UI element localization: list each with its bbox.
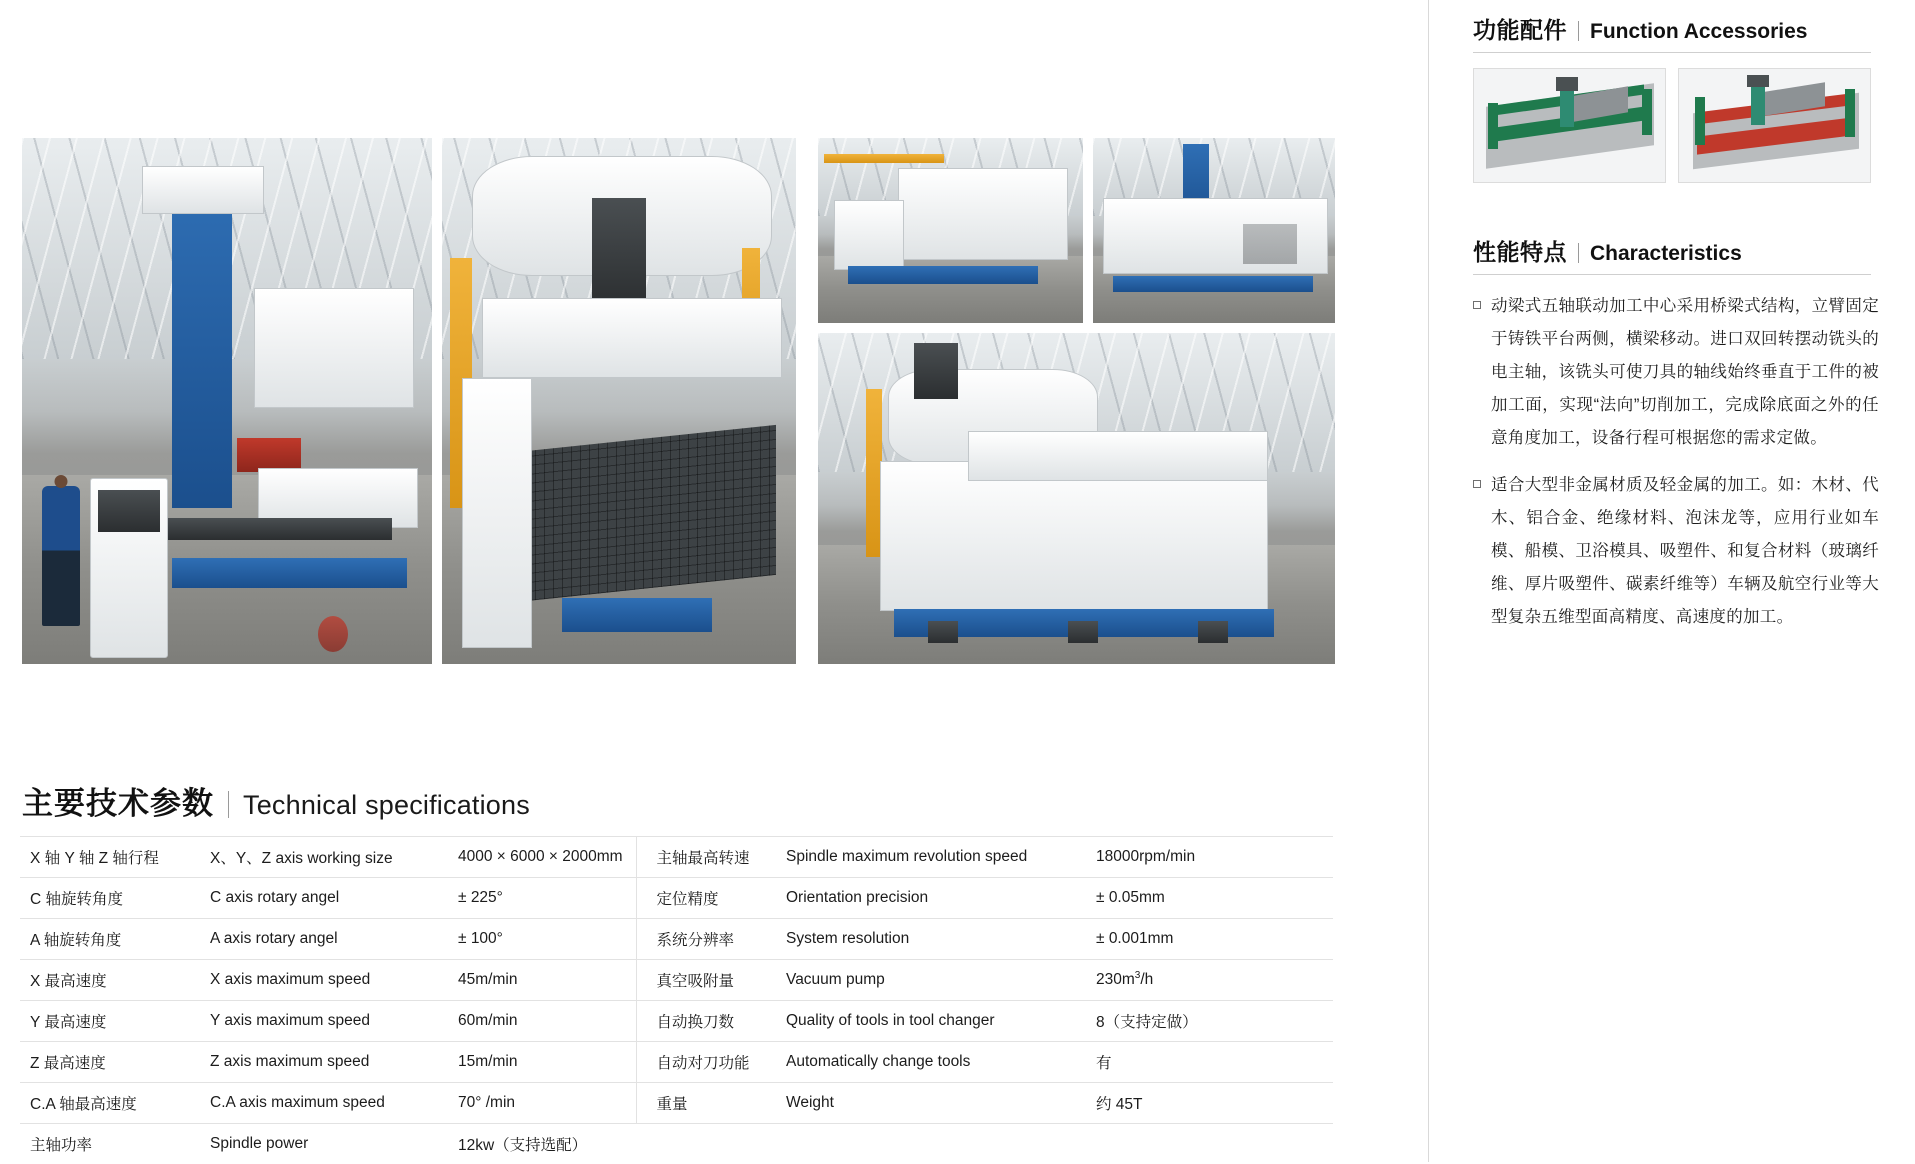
spec-label-cn-2: 真空吸附量: [636, 960, 776, 1001]
spec-label-en: A axis rotary angel: [200, 919, 448, 960]
photo-gantry-machine-operator: [22, 138, 432, 664]
right-sidebar-column: [1429, 0, 1915, 1162]
control-screen: [98, 490, 160, 532]
spec-value: 45m/min: [448, 960, 636, 1001]
machine-side-panel: [254, 288, 414, 408]
spec-value: ± 225°: [448, 878, 636, 919]
heading-underline: [1473, 52, 1871, 53]
spec-label-cn-2: 定位精度: [636, 878, 776, 919]
spindle-head: [592, 198, 646, 308]
heading-underline: [1473, 274, 1871, 275]
cabin-window: [1243, 224, 1297, 264]
machine-foot-2: [1068, 621, 1098, 643]
characteristic-text: 适合大型非金属材质及轻金属的加工。如：木材、代木、铝合金、绝缘材料、泡沫龙等，应用行业如车模、船模、卫浴模具、吸塑件、和复合材料（玻璃纤维、厚片吸塑件、碳素纤维等）车辆及航空行业等大型复杂五维型面高精度、高速度的加工。: [1491, 476, 1879, 626]
function-accessories-heading: [1473, 12, 1807, 45]
spec-value-2: 8（支持定做）: [1086, 1001, 1333, 1042]
machine-frame-base: [848, 266, 1038, 284]
cad-green-post-right: [1642, 89, 1652, 135]
spindle-head-5: [914, 343, 958, 399]
table-row: [20, 919, 1333, 960]
machine-cover: [482, 298, 782, 378]
cad-green-post-right-2: [1845, 89, 1855, 137]
table-row: [20, 960, 1333, 1001]
characteristic-text: 动梁式五轴联动加工中心采用桥梁式结构，立臂固定于铸铁平台两侧，横梁移动。进口双回转摆动铣头的电主轴，该铣头可使刀具的轴线始终垂直于工件的被加工面，实现“法向”切削加工，完成除底面之外的任意角度加工，设备行程可根据您的需求定做。: [1491, 297, 1879, 447]
spec-label-cn: 主轴功率: [20, 1124, 200, 1164]
spec-label-cn: X 轴 Y 轴 Z 轴行程: [20, 837, 200, 878]
spec-label-en-2: Quality of tools in tool changer: [776, 1001, 1086, 1042]
photo-machine-bed-worktable: [442, 138, 796, 664]
square-bullet-icon: [1473, 480, 1481, 488]
characteristics-heading: [1473, 234, 1742, 267]
square-bullet-icon: [1473, 301, 1481, 309]
spec-label-en: C axis rotary angel: [200, 878, 448, 919]
operator-person: [42, 486, 80, 626]
heading-separator: [228, 791, 229, 818]
cad-render-machine-red: [1678, 68, 1871, 183]
spec-value-2: 18000rpm/min: [1086, 837, 1333, 878]
red-label-plate: [237, 438, 301, 472]
table-row: [20, 878, 1333, 919]
characteristics-title-en: Characteristics: [1590, 242, 1742, 266]
tech-spec-title-en: Technical specifications: [243, 790, 530, 821]
spec-label-cn: C.A 轴最高速度: [20, 1083, 200, 1124]
spec-label-en: Spindle power: [200, 1124, 448, 1164]
spec-label-cn-2: [636, 1124, 776, 1164]
spec-label-cn-2: 系统分辨率: [636, 919, 776, 960]
product-photo-gallery: [22, 138, 1335, 664]
heading-separator: [1578, 243, 1579, 263]
machine-enclosure-body: [880, 461, 1268, 611]
spec-label-cn: A 轴旋转角度: [20, 919, 200, 960]
tech-spec-title-cn: 主要技术参数: [22, 778, 214, 823]
cad-spindle-head-2: [1747, 75, 1769, 87]
cad-spindle-column: [1560, 85, 1574, 127]
spec-label-en-2: System resolution: [776, 919, 1086, 960]
spec-label-cn-2: 自动换刀数: [636, 1001, 776, 1042]
cad-green-post-left: [1488, 103, 1498, 149]
cad-spindle-column-2: [1751, 81, 1765, 125]
accessory-thumbnail-row: [1473, 68, 1871, 183]
floor-object: [318, 616, 348, 652]
spec-value: 12kw（支持选配）: [448, 1124, 636, 1164]
spec-label-cn-2: 重量: [636, 1083, 776, 1124]
table-row: [20, 837, 1333, 878]
machine-side-wall: [462, 378, 532, 648]
table-row: [20, 1083, 1333, 1124]
machine-enclosure-top: [968, 431, 1268, 481]
list-item: [1473, 290, 1879, 455]
machine-top-beam: [142, 166, 264, 214]
spec-value: ± 100°: [448, 919, 636, 960]
cad-render-machine-green: [1473, 68, 1666, 183]
spec-label-cn: Z 最高速度: [20, 1042, 200, 1083]
spec-label-cn: C 轴旋转角度: [20, 878, 200, 919]
list-item: [1473, 469, 1879, 634]
characteristics-title-cn: 性能特点: [1473, 234, 1567, 267]
characteristics-list: [1473, 290, 1879, 648]
spec-label-en: C.A axis maximum speed: [200, 1083, 448, 1124]
vacuum-worktable: [526, 425, 776, 601]
spec-label-en: Z axis maximum speed: [200, 1042, 448, 1083]
spec-label-en-2: Vacuum pump: [776, 960, 1086, 1001]
spec-label-en-2: Automatically change tools: [776, 1042, 1086, 1083]
function-accessories-title-en: Function Accessories: [1590, 20, 1807, 44]
spec-value-2: 有: [1086, 1042, 1333, 1083]
machine-foot-1: [928, 621, 958, 643]
spec-label-cn: Y 最高速度: [20, 1001, 200, 1042]
spec-label-en: X axis maximum speed: [200, 960, 448, 1001]
spec-value: 70° /min: [448, 1083, 636, 1124]
function-accessories-title-cn: 功能配件: [1473, 12, 1567, 45]
photo-machine-enclosure-cabin: [1093, 138, 1335, 323]
heading-separator: [1578, 21, 1579, 41]
machine-rail: [152, 518, 392, 540]
photo-full-enclosed-machine: [818, 333, 1335, 664]
spec-label-en-2: Orientation precision: [776, 878, 1086, 919]
technical-specifications-heading: [22, 778, 530, 823]
machine-column: [172, 178, 232, 508]
spec-value: 60m/min: [448, 1001, 636, 1042]
cabin-base: [1113, 276, 1313, 292]
spec-label-cn: X 最高速度: [20, 960, 200, 1001]
machine-frame-body: [898, 168, 1068, 260]
spec-label-en-2: Spindle maximum revolution speed: [776, 837, 1086, 878]
machine-base-rail: [172, 558, 407, 588]
spec-value: 15m/min: [448, 1042, 636, 1083]
spec-value-2: 约 45T: [1086, 1083, 1333, 1124]
machine-base-2: [562, 598, 712, 632]
table-row: [20, 1042, 1333, 1083]
spec-value-2: [1086, 1124, 1333, 1164]
overhead-crane-beam: [824, 154, 944, 163]
spec-label-en-2: Weight: [776, 1083, 1086, 1124]
cad-green-post-left-2: [1695, 97, 1705, 145]
machine-foot-3: [1198, 621, 1228, 643]
machine-frame-leg: [834, 200, 904, 270]
spec-value-2: ± 0.05mm: [1086, 878, 1333, 919]
table-row: [20, 1001, 1333, 1042]
spec-label-en: X、Y、Z axis working size: [200, 837, 448, 878]
spec-label-en-2: [776, 1124, 1086, 1164]
spec-label-cn-2: 主轴最高转速: [636, 837, 776, 878]
spec-value-2: $230m^3/h$: [1086, 960, 1333, 1001]
cad-spindle-head: [1556, 77, 1578, 91]
table-row: [20, 1124, 1333, 1164]
photo-machine-frame-assembly: [818, 138, 1083, 323]
spec-value: 4000 × 6000 × 2000mm: [448, 837, 636, 878]
technical-specifications-table: [20, 836, 1333, 1164]
spec-label-en: Y axis maximum speed: [200, 1001, 448, 1042]
spec-label-cn-2: 自动对刀功能: [636, 1042, 776, 1083]
spec-value-2: ± 0.001mm: [1086, 919, 1333, 960]
